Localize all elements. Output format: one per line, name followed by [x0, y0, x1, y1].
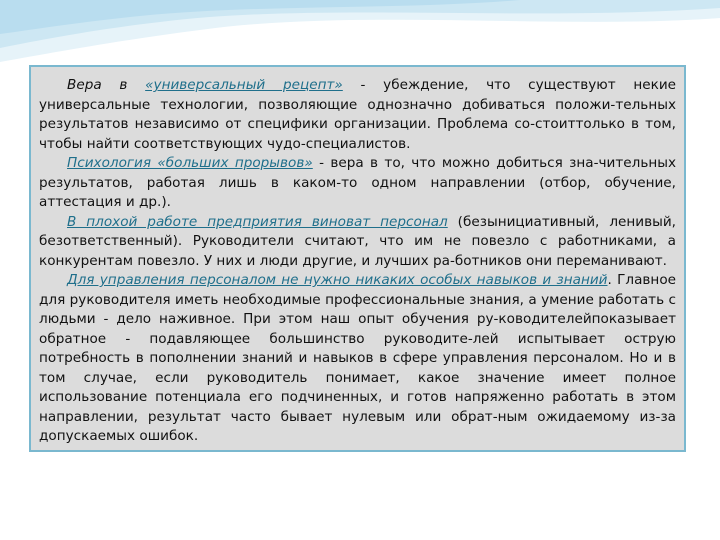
- paragraph-lead: Вера в: [67, 77, 128, 93]
- paragraph-breakthroughs: [39, 154, 676, 213]
- paragraph-personnel-blame: [39, 213, 676, 272]
- paragraph-text: . Главное для руководителя иметь необходимые профессиональные знания, а умение работать с людьми - дело наживное. При этом наш опыт обучения ру-ководителейпоказывает обратное - подавляющее большинство руководите-лей испытывает острую потребность в пополнении знаний и навыков в сфере управления персоналом. Но и в том случае, если руководитель понимает, какое значение имеет полное использование потенциала его подчиненных, и готов напряженно работать в этом направлении, результат часто бывает нулевым или обрат-ным ожидаемому из-за допускаемых ошибок.: [39, 272, 676, 444]
- paragraph-management-skills: [39, 271, 676, 447]
- link-universal-recipe[interactable]: «универсальный рецепт»: [145, 77, 343, 93]
- paragraph-text: (безынициативный, ленивый, безответственный). Руководители считают, что им не повезло с работниками, а конкурентам повезло. У них и люди другие, и лучших ра-ботников они переманивают.: [39, 213, 676, 269]
- paragraph-text: - убеждение, что существуют некие универсальные технологии, позволяющие однозначно добиваться положи-тельных результатов независимо от специфики организации. Проблема со-стоиттолько в том, чтобы найти соответствующих чудо-специалистов.: [39, 77, 677, 152]
- text-frame: [29, 65, 686, 452]
- paragraph-universal-recipe: [39, 76, 676, 154]
- link-management-skills[interactable]: Для управления персоналом не нужно никаких особых навыков и знаний: [67, 272, 608, 288]
- link-breakthroughs[interactable]: Психология «больших прорывов»: [67, 155, 313, 171]
- link-personnel-blame[interactable]: В плохой работе предприятия виноват персонал: [67, 213, 448, 230]
- paragraph-text: - вера в то, что можно добиться зна-чительных результатов, работая лишь в каком-то одном направлении (отбор, обучение, аттестация и др.).: [39, 155, 677, 210]
